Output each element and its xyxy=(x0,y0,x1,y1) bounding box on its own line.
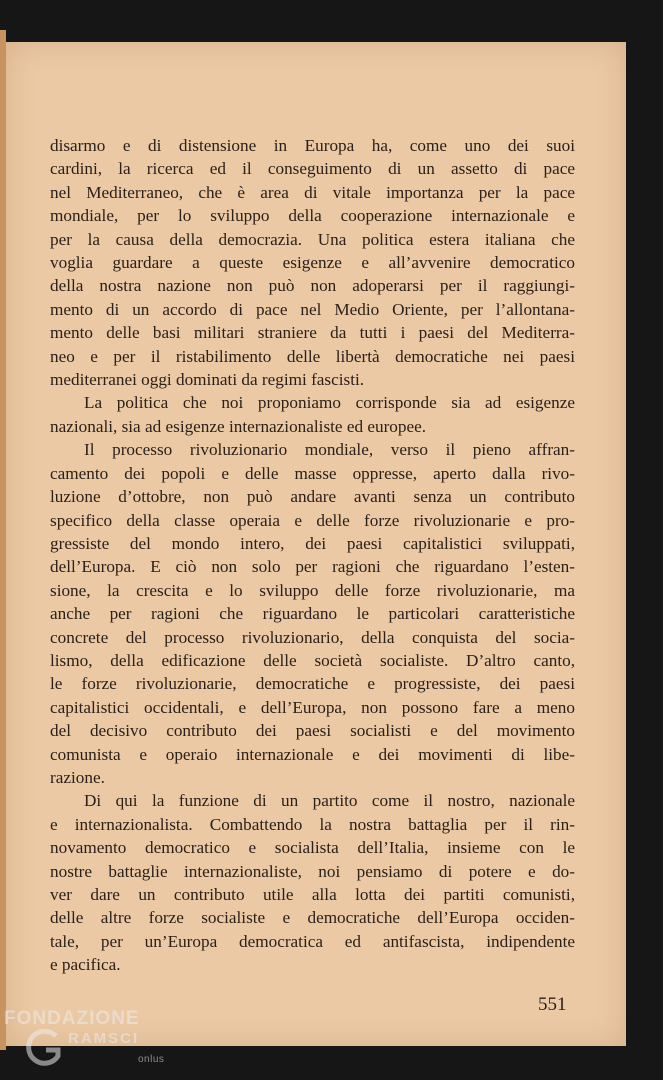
watermark-logo xyxy=(4,1004,204,1080)
paragraph xyxy=(50,438,575,789)
text-line: e internazionalista. Combattendo la nostra battaglia per il rin- xyxy=(50,814,575,834)
text-line: delle altre forze socialiste e democratiche dell’Europa occiden- xyxy=(50,908,575,928)
text-line: lismo, della edificazione delle società socialiste. D’altro canto, xyxy=(50,650,575,670)
text-line: sione, la crescita e lo sviluppo delle forze rivoluzionarie, ma xyxy=(50,580,575,600)
text-line: concrete del processo rivoluzionario, della conquista del socia- xyxy=(50,627,575,647)
watermark-line3: onlus xyxy=(138,1054,165,1065)
text-line: mento di un accordo di pace nel Medio Oriente, per l’allontana- xyxy=(50,299,575,319)
text-line: Il processo rivoluzionario mondiale, verso il pieno affran- xyxy=(84,440,575,460)
text-line: mondiale, per lo sviluppo della cooperazione internazionale e xyxy=(50,206,575,226)
text-line: per la causa della democrazia. Una politica estera italiana che xyxy=(50,229,575,249)
paragraph xyxy=(50,789,575,976)
text-line: disarmo e di distensione in Europa ha, come uno dei suoi xyxy=(50,136,575,155)
watermark-line2: RAMSCI xyxy=(68,1030,140,1047)
text-line: e pacifica. xyxy=(50,955,121,975)
text-line: dell’Europa. E ciò non solo per ragioni che riguardano l’esten- xyxy=(50,557,575,577)
text-line: capitalistici occidentali, e dell’Europa, non possono fare a meno xyxy=(50,697,575,717)
body-text xyxy=(50,134,575,977)
text-line: nazionali, sia ad esigenze internazionaliste ed europee. xyxy=(50,416,427,436)
g-logo-icon xyxy=(24,1026,64,1070)
text-line: luzione d’ottobre, non può andare avanti senza un contributo xyxy=(50,487,575,507)
text-line: camento dei popoli e delle masse oppresse, aperto dalla rivo- xyxy=(50,463,575,483)
text-line: comunista e operaio internazionale e dei movimenti di libe- xyxy=(50,744,575,764)
text-line: gressiste del mondo intero, dei paesi capitalistici sviluppati, xyxy=(50,533,575,553)
paragraph xyxy=(50,391,575,438)
text-line: della nostra nazione non può non adoperarsi per il raggiungi- xyxy=(50,276,575,296)
text-line: cardini, la ricerca ed il conseguimento di un assetto di pace xyxy=(50,159,575,179)
text-line: nel Mediterraneo, che è area di vitale importanza per la pace xyxy=(50,182,575,202)
paragraph xyxy=(50,134,575,391)
text-line: anche per ragioni che riguardano le particolari caratteristiche xyxy=(50,604,575,624)
text-line: del decisivo contributo dei paesi socialisti e del movimento xyxy=(50,721,575,741)
page-number: 551 xyxy=(538,994,567,1015)
text-line: novamento democratico e socialista dell’Italia, insieme con le xyxy=(50,838,575,858)
text-line: voglia guardare a queste esigenze e all’avvenire democratico xyxy=(50,253,575,273)
text-line: Di qui la funzione di un partito come il nostro, nazionale xyxy=(84,791,575,811)
watermark-line1: FONDAZIONE xyxy=(4,1008,140,1029)
text-line: La politica che noi proponiamo corrisponde sia ad esigenze xyxy=(84,393,575,413)
book-page xyxy=(6,42,626,1046)
text-line: mento delle basi militari straniere da tutti i paesi del Mediterra- xyxy=(50,323,575,343)
text-line: neo e per il ristabilimento delle libertà democratiche nei paesi xyxy=(50,346,575,366)
text-line: specifico della classe operaia e delle forze rivoluzionarie e pro- xyxy=(50,510,575,530)
text-line: ver dare un contributo utile alla lotta dei partiti comunisti, xyxy=(50,885,575,904)
text-line: le forze rivoluzionarie, democratiche e progressiste, dei paesi xyxy=(50,674,575,694)
text-line: mediterranei oggi dominati da regimi fascisti. xyxy=(50,370,365,390)
text-line: tale, per un’Europa democratica ed antifascista, indipendente xyxy=(50,931,575,951)
text-line: razione. xyxy=(50,767,105,787)
text-line: nostre battaglie internazionaliste, noi pensiamo di potere e do- xyxy=(50,861,575,881)
